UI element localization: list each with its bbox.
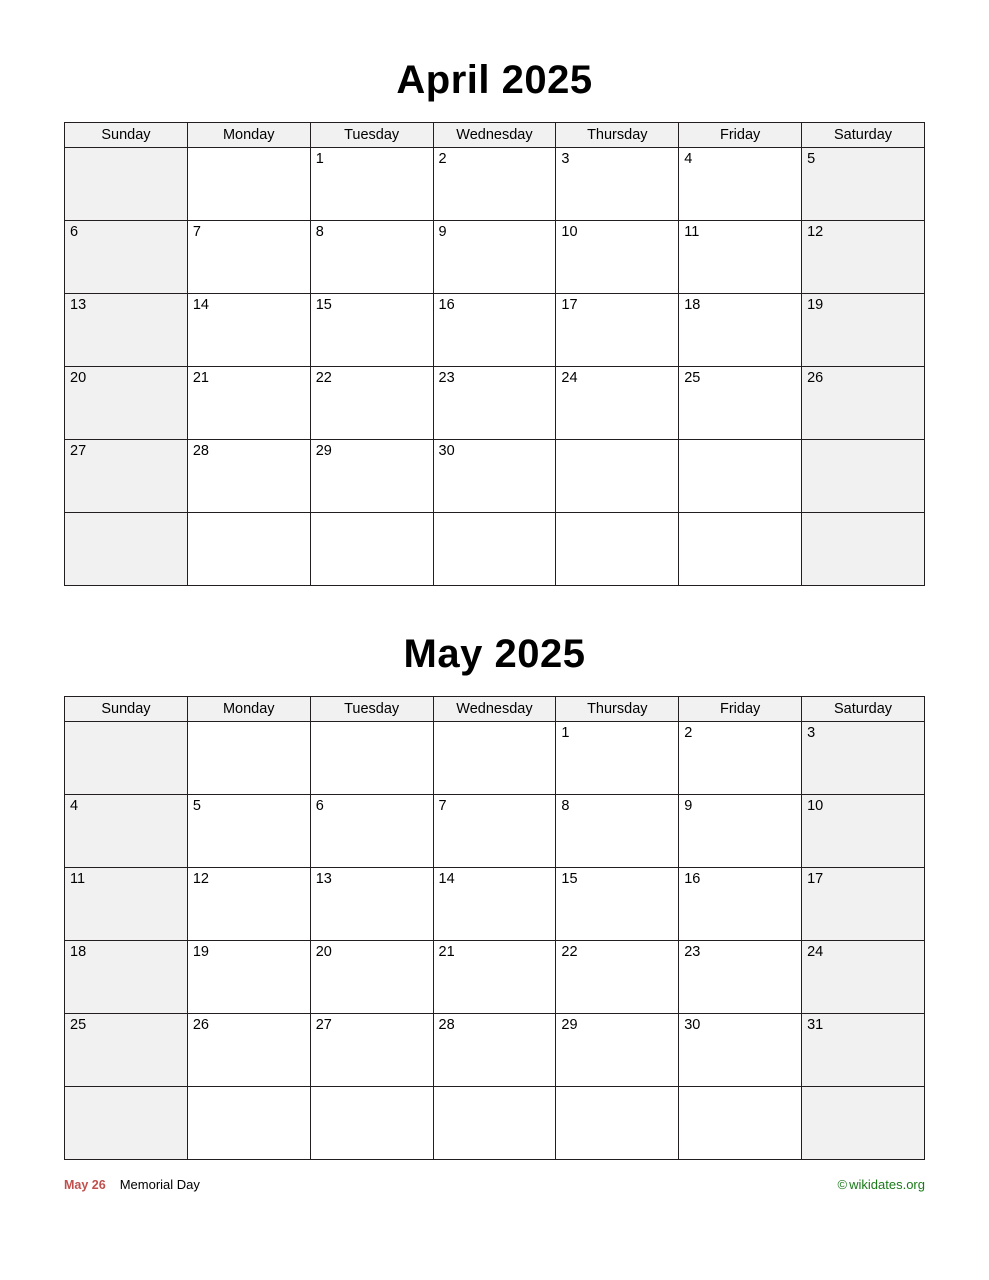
day-number: 27 — [70, 443, 87, 459]
day-number: 8 — [315, 224, 324, 240]
week-row — [65, 367, 925, 440]
week-row — [65, 795, 925, 868]
day-number: 24 — [561, 370, 578, 386]
day-number: 2 — [684, 725, 693, 741]
day-number: 28 — [438, 1017, 455, 1033]
weekday-header-saturday: Saturday — [802, 697, 925, 722]
day-cell — [433, 722, 556, 795]
footer — [64, 1176, 925, 1192]
day-cell — [433, 795, 556, 868]
day-cell — [433, 221, 556, 294]
day-cell — [310, 148, 433, 221]
month-block-april — [64, 0, 925, 586]
day-number: 7 — [438, 798, 447, 814]
day-number: 2 — [438, 151, 447, 167]
day-number: 5 — [192, 798, 201, 814]
day-cell — [679, 1014, 802, 1087]
day-cell — [433, 941, 556, 1014]
site-credit[interactable] — [838, 1177, 925, 1192]
month-title-april: April 2025 — [396, 58, 593, 102]
week-row — [65, 440, 925, 513]
day-cell — [187, 795, 310, 868]
day-number: 24 — [807, 944, 824, 960]
day-cell — [65, 868, 188, 941]
day-cell — [679, 440, 802, 513]
day-cell — [187, 513, 310, 586]
day-number: 8 — [561, 798, 570, 814]
day-number: 16 — [438, 297, 455, 313]
day-number: 28 — [192, 443, 209, 459]
week-row — [65, 722, 925, 795]
day-number: 27 — [315, 1017, 332, 1033]
week-row — [65, 513, 925, 586]
day-number: 6 — [70, 224, 79, 240]
day-number: 13 — [70, 297, 87, 313]
day-cell — [556, 294, 679, 367]
week-row — [65, 941, 925, 1014]
day-cell — [433, 1087, 556, 1160]
day-cell — [556, 221, 679, 294]
day-cell — [802, 367, 925, 440]
day-cell — [802, 1014, 925, 1087]
day-cell — [310, 1014, 433, 1087]
day-cell — [433, 868, 556, 941]
day-number: 1 — [315, 151, 324, 167]
day-number: 6 — [315, 798, 324, 814]
day-cell — [556, 795, 679, 868]
day-number: 15 — [561, 871, 578, 887]
day-cell — [187, 440, 310, 513]
day-cell — [679, 722, 802, 795]
day-cell — [556, 513, 679, 586]
day-cell — [802, 868, 925, 941]
day-cell — [802, 722, 925, 795]
site-credit-label: wikidates.org — [849, 1176, 925, 1192]
day-number: 29 — [561, 1017, 578, 1033]
day-cell — [187, 294, 310, 367]
day-cell — [433, 1014, 556, 1087]
day-cell — [556, 941, 679, 1014]
day-cell — [679, 795, 802, 868]
day-number: 25 — [684, 370, 701, 386]
day-cell — [679, 1087, 802, 1160]
day-cell — [310, 440, 433, 513]
day-number: 21 — [438, 944, 455, 960]
day-number: 3 — [807, 725, 816, 741]
holiday-date: May 26 — [64, 1177, 106, 1192]
day-cell — [679, 868, 802, 941]
day-number: 21 — [192, 370, 209, 386]
day-cell — [310, 868, 433, 941]
day-cell — [65, 440, 188, 513]
day-cell — [310, 722, 433, 795]
day-cell — [187, 941, 310, 1014]
weekday-header-tuesday: Tuesday — [310, 123, 433, 148]
day-cell — [802, 221, 925, 294]
day-number: 16 — [684, 871, 701, 887]
day-cell — [310, 941, 433, 1014]
day-cell — [310, 294, 433, 367]
holiday-name: Memorial Day — [119, 1176, 200, 1192]
day-cell — [187, 1014, 310, 1087]
day-cell — [802, 294, 925, 367]
day-number: 25 — [70, 1017, 87, 1033]
day-number: 4 — [70, 798, 79, 814]
day-cell — [802, 941, 925, 1014]
day-cell — [679, 294, 802, 367]
month-block-may — [64, 586, 925, 1160]
day-number: 3 — [561, 151, 570, 167]
weekday-header-thursday: Thursday — [556, 123, 679, 148]
day-cell — [433, 367, 556, 440]
day-number: 12 — [807, 224, 824, 240]
day-cell — [310, 367, 433, 440]
day-cell — [65, 1014, 188, 1087]
day-number: 12 — [192, 871, 209, 887]
day-cell — [65, 294, 188, 367]
day-cell — [310, 221, 433, 294]
day-number: 30 — [684, 1017, 701, 1033]
weekday-header-friday: Friday — [679, 697, 802, 722]
day-cell — [187, 868, 310, 941]
day-cell — [187, 367, 310, 440]
day-cell — [433, 148, 556, 221]
weekday-header-row — [65, 697, 925, 722]
day-number: 10 — [561, 224, 578, 240]
weekday-header-row — [65, 123, 925, 148]
calendar-table-may — [64, 696, 925, 1160]
weekday-header-sunday: Sunday — [65, 123, 188, 148]
day-number: 20 — [70, 370, 87, 386]
day-cell — [187, 1087, 310, 1160]
day-cell — [65, 1087, 188, 1160]
weekday-header-saturday: Saturday — [802, 123, 925, 148]
weekday-header-wednesday: Wednesday — [433, 697, 556, 722]
day-cell — [65, 722, 188, 795]
day-number: 31 — [807, 1017, 824, 1033]
day-cell — [65, 941, 188, 1014]
week-row — [65, 148, 925, 221]
day-number: 1 — [561, 725, 570, 741]
weekday-header-friday: Friday — [679, 123, 802, 148]
day-number: 9 — [438, 224, 447, 240]
day-cell — [556, 367, 679, 440]
weekday-header-wednesday: Wednesday — [433, 123, 556, 148]
copyright-icon: © — [837, 1176, 848, 1192]
day-cell — [556, 1087, 679, 1160]
day-cell — [433, 294, 556, 367]
day-number: 17 — [807, 871, 824, 887]
day-cell — [556, 440, 679, 513]
week-row — [65, 1087, 925, 1160]
day-cell — [65, 221, 188, 294]
day-cell — [310, 513, 433, 586]
day-cell — [802, 513, 925, 586]
week-row — [65, 294, 925, 367]
day-number: 5 — [807, 151, 816, 167]
week-row — [65, 868, 925, 941]
day-number: 20 — [315, 944, 332, 960]
day-cell — [679, 148, 802, 221]
weekday-header-monday: Monday — [187, 123, 310, 148]
day-cell — [65, 795, 188, 868]
day-cell — [187, 722, 310, 795]
day-cell — [802, 440, 925, 513]
weekday-header-sunday: Sunday — [65, 697, 188, 722]
day-number: 4 — [684, 151, 693, 167]
month-title-may: May 2025 — [403, 632, 586, 676]
day-cell — [65, 367, 188, 440]
day-number: 19 — [192, 944, 209, 960]
day-cell — [802, 795, 925, 868]
day-cell — [433, 513, 556, 586]
holiday-legend-item — [64, 1177, 200, 1192]
day-number: 26 — [807, 370, 824, 386]
day-number: 18 — [684, 297, 701, 313]
day-number: 17 — [561, 297, 578, 313]
day-number: 14 — [192, 297, 209, 313]
day-cell — [556, 722, 679, 795]
day-number: 30 — [438, 443, 455, 459]
day-cell — [187, 221, 310, 294]
day-cell — [679, 941, 802, 1014]
day-cell — [187, 148, 310, 221]
day-cell — [802, 148, 925, 221]
day-number: 18 — [70, 944, 87, 960]
day-number: 10 — [807, 798, 824, 814]
day-number: 23 — [438, 370, 455, 386]
day-number: 11 — [70, 871, 86, 887]
day-cell — [556, 148, 679, 221]
day-cell — [802, 1087, 925, 1160]
day-cell — [65, 513, 188, 586]
day-number: 9 — [684, 798, 693, 814]
day-cell — [679, 221, 802, 294]
day-number: 15 — [315, 297, 332, 313]
day-cell — [556, 1014, 679, 1087]
day-number: 19 — [807, 297, 824, 313]
day-number: 22 — [315, 370, 332, 386]
day-number: 22 — [561, 944, 578, 960]
day-number: 29 — [315, 443, 332, 459]
weekday-header-thursday: Thursday — [556, 697, 679, 722]
day-cell — [679, 367, 802, 440]
week-row — [65, 221, 925, 294]
day-number: 13 — [315, 871, 332, 887]
day-number: 26 — [192, 1017, 209, 1033]
week-row — [65, 1014, 925, 1087]
day-number: 7 — [192, 224, 201, 240]
weekday-header-tuesday: Tuesday — [310, 697, 433, 722]
day-cell — [433, 440, 556, 513]
weekday-header-monday: Monday — [187, 697, 310, 722]
day-number: 11 — [684, 224, 700, 240]
calendar-table-april — [64, 122, 925, 586]
day-cell — [310, 795, 433, 868]
day-number: 14 — [438, 871, 455, 887]
day-number: 23 — [684, 944, 701, 960]
day-cell — [679, 513, 802, 586]
day-cell — [556, 868, 679, 941]
day-cell — [65, 148, 188, 221]
day-cell — [310, 1087, 433, 1160]
